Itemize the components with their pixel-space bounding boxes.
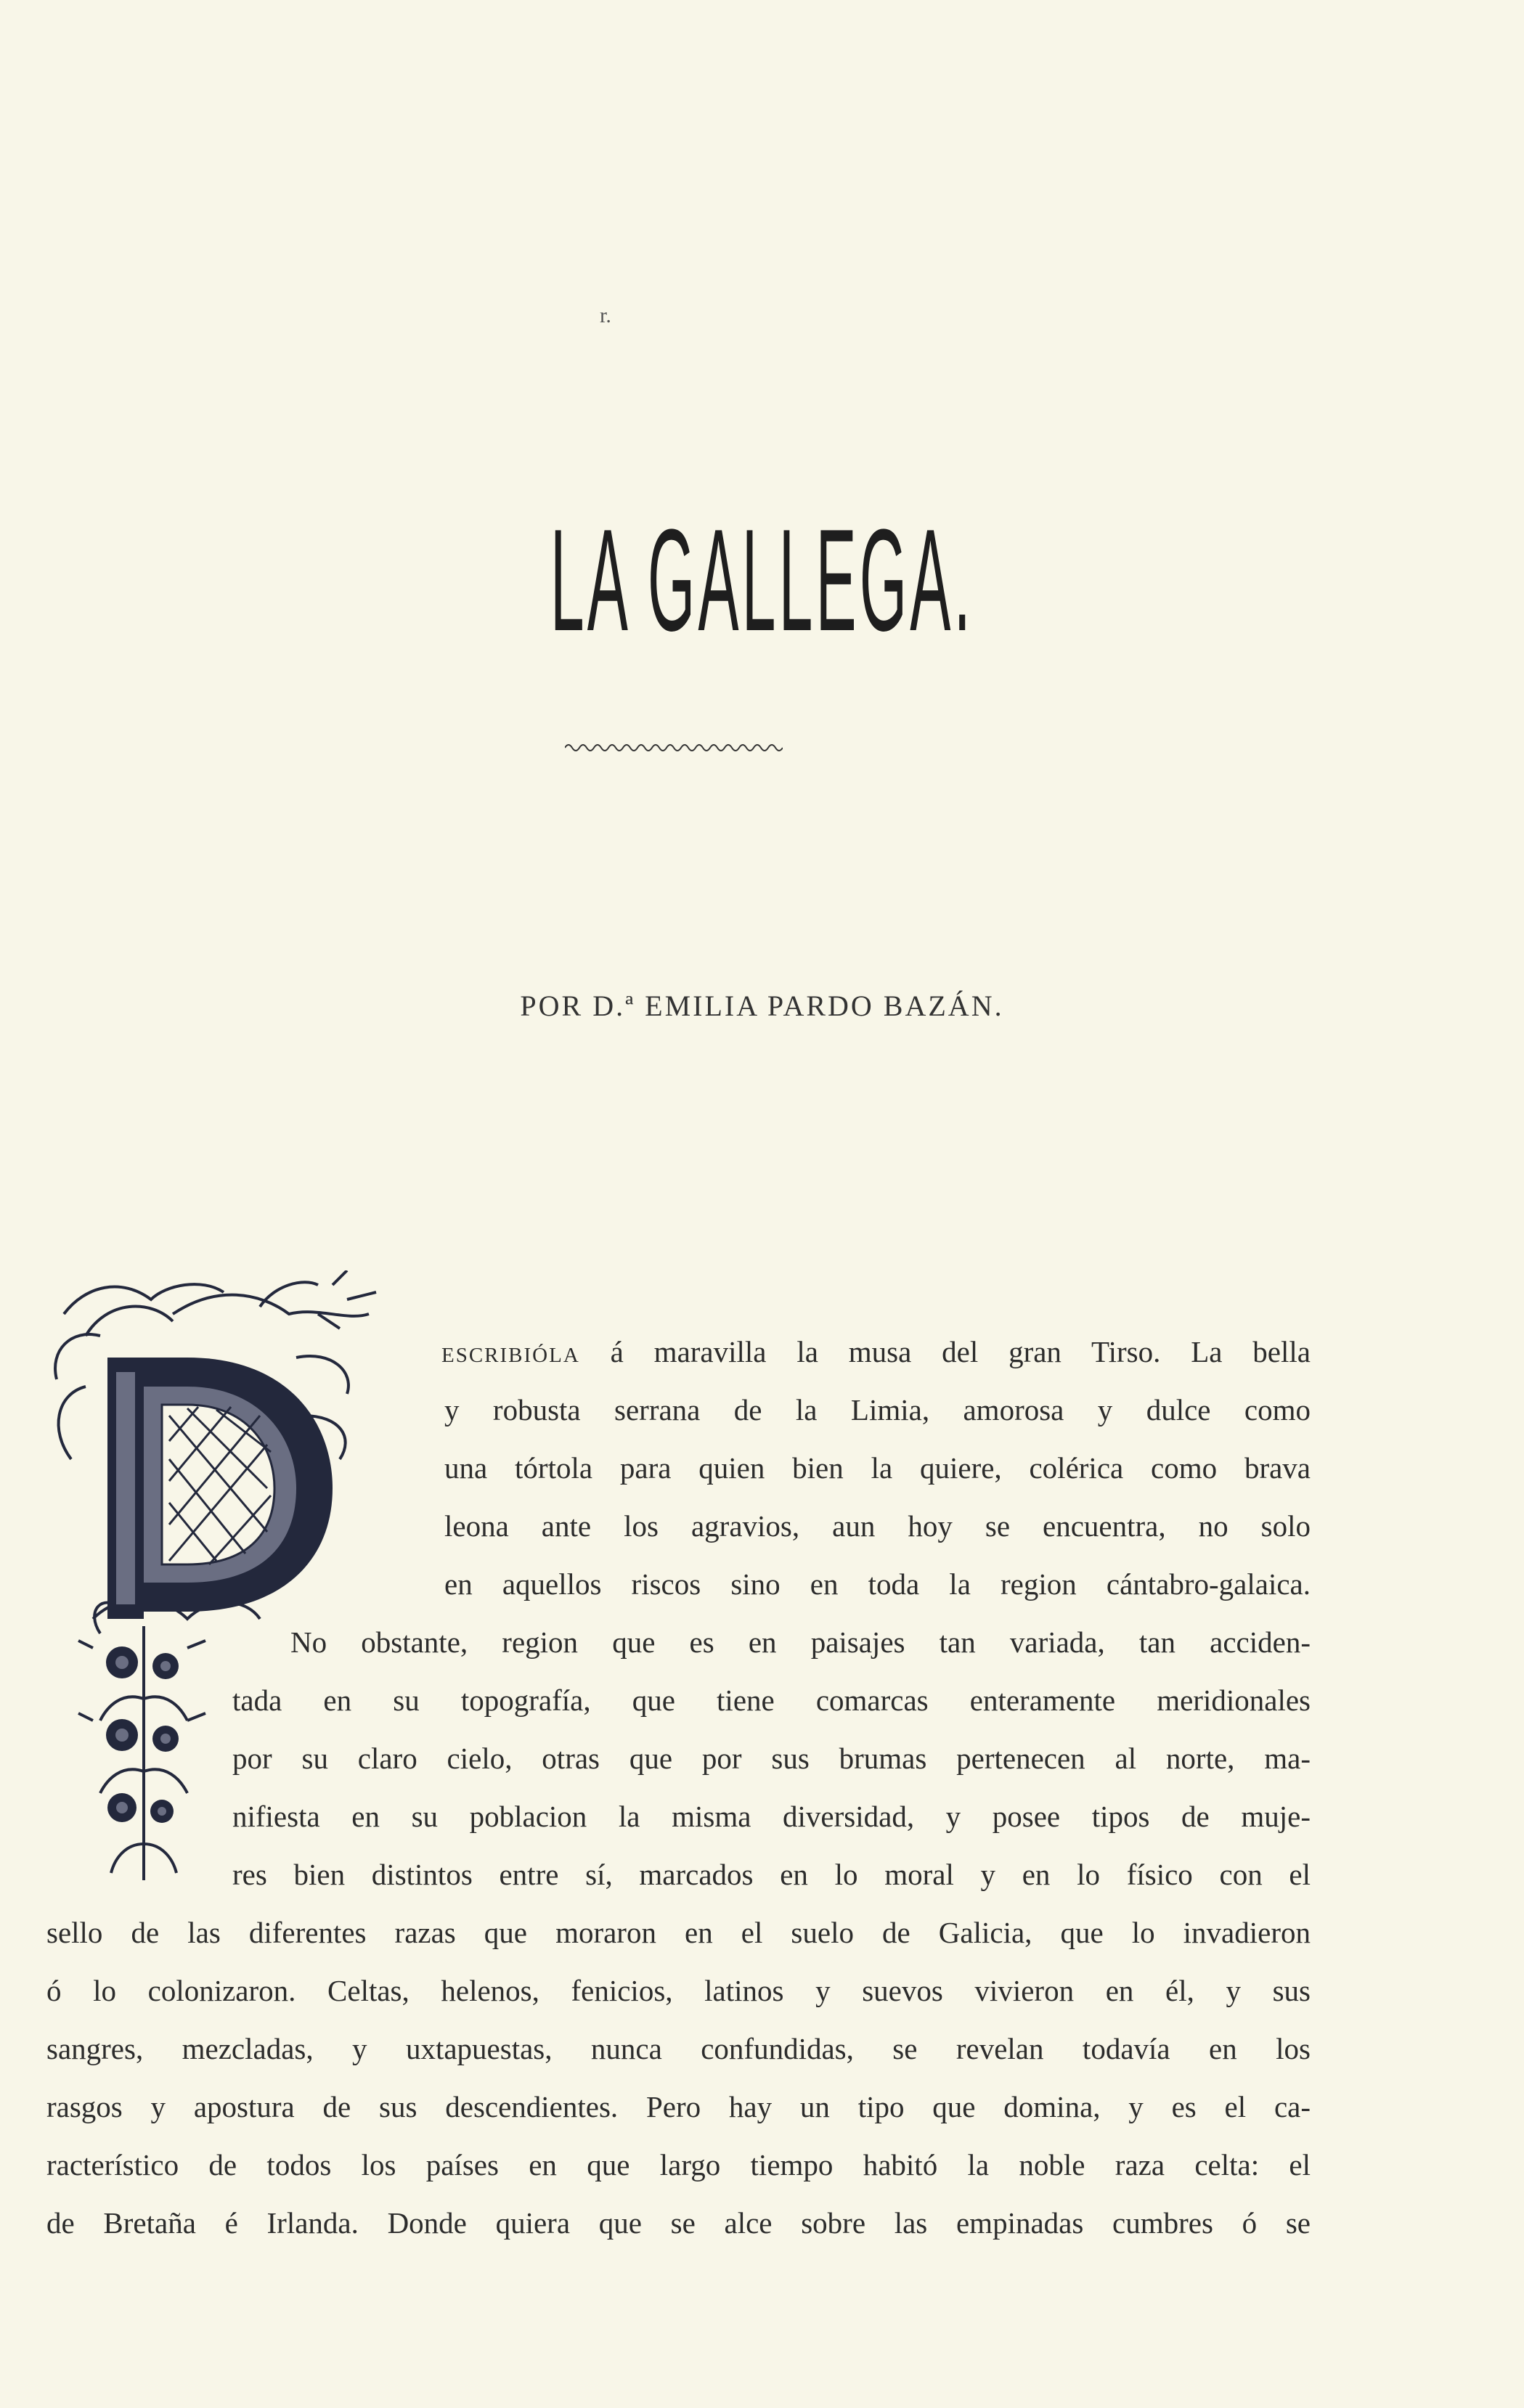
body-line-10: res bien distintos entre sí, marcados en lo moral y en lo físico con el: [232, 1858, 1311, 1891]
body-line-4: leona ante los agravios, aun hoy se encuentra, no solo: [444, 1509, 1311, 1543]
wavy-rule-ornament: [565, 740, 783, 755]
ornamental-dropcap-d: [42, 1270, 405, 1887]
body-line-9: nifiesta en su poblacion la misma diversidad, y posee tipos de muje-: [232, 1800, 1311, 1833]
body-line-6: No obstante, region que es en paisajes tan variada, tan acciden-: [290, 1625, 1311, 1659]
body-line-7: tada en su topografía, que tiene comarcas enteramente meridionales: [232, 1683, 1311, 1717]
body-line-15: racterístico de todos los países en que largo tiempo habitó la noble raza celta: el: [46, 2148, 1311, 2182]
body-line-3: una tórtola para quien bien la quiere, colérica como brava: [444, 1451, 1311, 1485]
body-line-1: [441, 1334, 1311, 1370]
body-line-11: sello de las diferentes razas que moraron en el suelo de Galicia, que lo invadieron: [46, 1916, 1311, 1949]
line-text: á maravilla la musa del gran Tirso. La bella: [579, 1335, 1311, 1368]
small-caps-word: escribióla: [441, 1335, 580, 1368]
body-line-8: por su claro cielo, otras que por sus brumas pertenecen al norte, ma-: [232, 1742, 1311, 1775]
body-line-13: sangres, mezcladas, y uxtapuestas, nunca confundidas, se revelan todavía en los: [46, 2032, 1311, 2065]
body-line-14: rasgos y apostura de sus descendientes. Pero hay un tipo que domina, y es el ca-: [46, 2090, 1311, 2123]
body-line-12: ó lo colonizaron. Celtas, helenos, fenicios, latinos y suevos vivieron en él, y sus: [46, 1974, 1311, 2007]
body-line-16: de Bretaña é Irlanda. Donde quiera que se alce sobre las empinadas cumbres ó se: [46, 2206, 1311, 2240]
byline: POR D.ª EMILIA PARDO BAZÁN.: [520, 989, 1004, 1022]
body-line-5: en aquellos riscos sino en toda la region cántabro-galaica.: [444, 1567, 1311, 1601]
body-line-2: y robusta serrana de la Limia, amorosa y dulce como: [444, 1393, 1311, 1427]
stray-mark: r.: [600, 303, 611, 327]
page-title: LA GALLEGA.: [550, 499, 974, 661]
